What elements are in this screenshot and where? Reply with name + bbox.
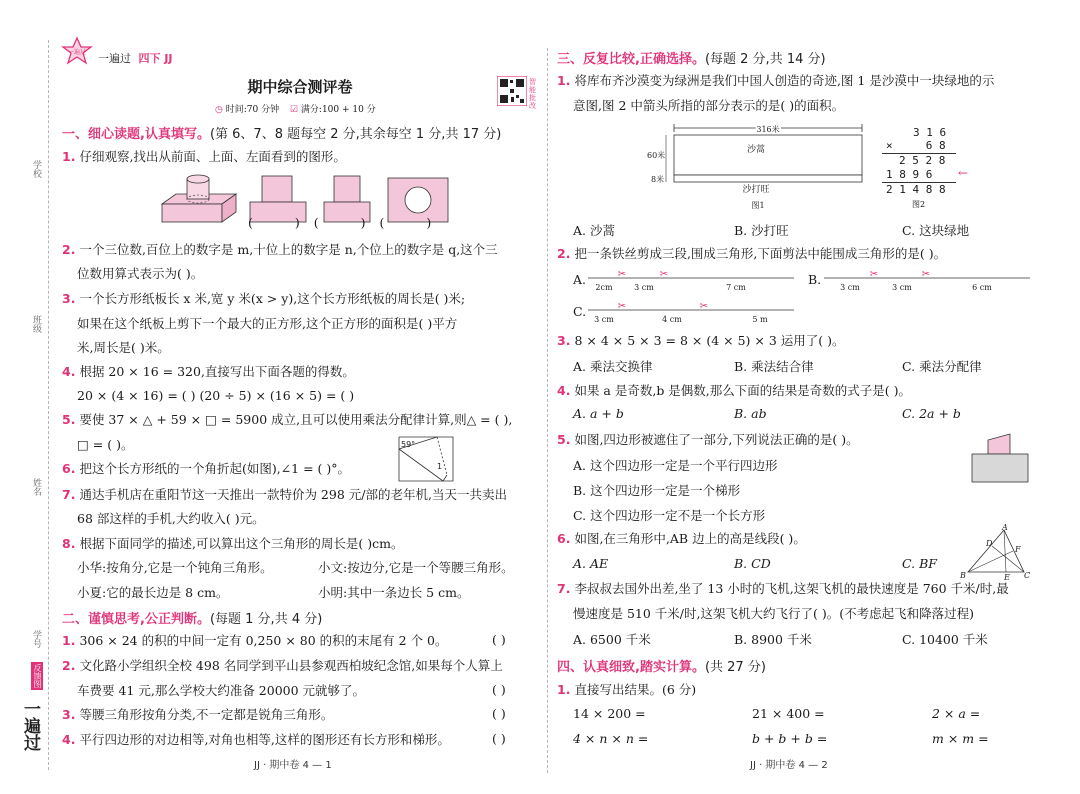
judge-2	[62, 657, 503, 675]
footer-left: JJ · 期中卷 4 — 1	[254, 760, 332, 771]
question-6	[62, 460, 350, 478]
question-text: 一个长方形纸板长 x 米,宽 y 米(x > y),这个长方形纸板的周长是( )米;	[79, 291, 466, 306]
blank-close: )	[294, 215, 300, 230]
segment-label: 7 cm	[726, 283, 746, 292]
segment-label: 5 m	[752, 315, 768, 324]
brand-text: 一遍过	[98, 52, 131, 65]
question-text: 李叔叔去国外出差,坐了 13 小时的飞机,这架飞机的最快速度是 760 千米/时,最	[574, 581, 1009, 596]
binding-dashed-line	[48, 40, 49, 770]
question-number: 1.	[62, 633, 76, 648]
question-number: 2.	[62, 242, 76, 257]
question-number: 1.	[62, 149, 76, 164]
wire-option-a[interactable]	[586, 270, 796, 294]
mult-row-2: × 6 8	[886, 139, 946, 152]
shadawang-label: 沙打旺	[742, 185, 770, 195]
question-number: 3.	[62, 291, 76, 306]
blank-open: (	[248, 215, 253, 230]
question-2	[62, 241, 498, 259]
question-number: 1.	[557, 682, 571, 697]
length-label: 316米	[756, 125, 780, 134]
judge-1	[62, 632, 448, 650]
question-3-line2: 如果在这个纸板上剪下一个最大的正方形,这个正方形的面积是( )平方	[77, 316, 458, 331]
figure-1-green-land	[644, 120, 874, 212]
choice-4-option-b[interactable]: B. ab	[734, 406, 767, 421]
statement-xiaoming: 小明:其中一条边长 5 cm。	[318, 585, 470, 600]
mult-row-5: 2 1 4 8 8	[886, 183, 946, 196]
question-number: 5.	[557, 432, 571, 447]
section-3-heading: 三、反复比较,正确选择。	[557, 52, 705, 67]
question-text: 直接写出结果。(6 分)	[574, 682, 697, 697]
question-text: 平行四边形的对边相等,对角也相等,这样的图形还有长方形和梯形。	[79, 732, 450, 747]
scissors-icon: ✂	[659, 270, 669, 280]
choice-5	[557, 431, 859, 449]
vertex-c: C	[1024, 571, 1030, 580]
arrow-left-icon: ←	[958, 166, 969, 180]
choice-4-option-c[interactable]: C. 2a + b	[902, 406, 961, 421]
section-3-title	[557, 48, 826, 67]
judge-2-answer[interactable]: ( )	[492, 682, 506, 697]
strip-width-label: 8米	[651, 175, 665, 184]
question-text: 要使 37 × △ + 59 × □ = 5900 成立,且可以使用乘法分配律计算,则△ = ( ),	[79, 412, 513, 427]
check-icon: ☑	[289, 105, 299, 115]
question-5-line2: □ = ( )。	[77, 437, 134, 452]
choice-5-option-a[interactable]: A. 这个四边形一定是一个平行四边形	[573, 458, 778, 473]
rail-school: 学校	[31, 160, 41, 178]
judge-3-answer[interactable]: ( )	[492, 706, 506, 721]
choice-4	[557, 382, 911, 400]
calc-item[interactable]: 2 × a =	[932, 706, 981, 721]
question-4	[62, 363, 355, 381]
question-2-line2: 位数用算式表示为( )。	[77, 266, 204, 281]
footer-right: JJ · 期中卷 4 — 2	[750, 760, 828, 771]
question-text: 如图,在三角形中,AB 边上的高是线段( )。	[574, 531, 806, 546]
choice-1-option-c[interactable]: C. 这块绿地	[902, 223, 970, 238]
question-7	[62, 486, 507, 504]
section-2-note: (每题 1 分,共 4 分)	[209, 612, 323, 627]
choice-7	[557, 580, 1009, 598]
question-1	[62, 148, 346, 166]
statement-xiaowen: 小文:按边分,它是一个等腰三角形。	[318, 560, 514, 575]
vertex-b: B	[960, 571, 966, 580]
blank-open: (	[313, 215, 319, 230]
question-text: 通达手机店在重阳节这一天推出一款特价为 298 元/部的老年机,当天一共卖出	[79, 487, 507, 502]
segment-label: 3 cm	[892, 283, 912, 292]
choice-1-option-b[interactable]: B. 沙打旺	[734, 223, 789, 238]
question-1-blanks	[248, 214, 431, 232]
question-5	[62, 411, 512, 429]
segment-label: 3 cm	[840, 283, 860, 292]
grade-text: 四下 JJ	[138, 52, 173, 65]
question-number: 3.	[62, 707, 76, 722]
choice-3-option-b[interactable]: B. 乘法结合律	[734, 359, 814, 374]
question-number: 4.	[62, 364, 76, 379]
choice-5-option-b[interactable]: B. 这个四边形一定是一个梯形	[573, 483, 741, 498]
choice-3	[557, 332, 844, 350]
clock-icon: ◷	[215, 105, 223, 115]
choice-2	[557, 245, 946, 263]
calc-item[interactable]: 21 × 400 =	[752, 706, 825, 721]
mult-row-1: 3 1 6	[913, 126, 947, 139]
question-text: 将库布齐沙漠变为绿洲是我们中国人创造的奇迹,图 1 是沙漠中一块绿地的示	[574, 73, 995, 88]
question-number: 6.	[557, 531, 571, 546]
question-text: 把这个长方形纸的一个角折起(如图),∠1 = ( )°。	[79, 461, 351, 476]
question-number: 5.	[62, 412, 76, 427]
section-2-heading: 二、谨慎思考,公正判断。	[62, 612, 210, 627]
question-text: 306 × 24 的积的中间一定有 0,250 × 80 的积的末尾有 2 个 0。	[79, 633, 448, 648]
question-number: 7.	[62, 487, 76, 502]
question-7-line2: 68 部这样的手机,大约收入( )元。	[77, 511, 265, 526]
question-text: 如果 a 是奇数,b 是偶数,那么下面的结果是奇数的式子是( )。	[574, 383, 912, 398]
calc-question-1	[557, 681, 696, 699]
section-2-title	[62, 608, 322, 627]
rail-number: 学号	[31, 630, 41, 648]
point-e: E	[1004, 573, 1010, 580]
choice-1	[557, 72, 994, 90]
rail-name: 姓名	[31, 478, 41, 496]
judge-4-answer[interactable]: ( )	[492, 731, 506, 746]
logo-text: 一遍过	[67, 49, 87, 56]
question-number: 6.	[62, 461, 76, 476]
segment-label: 6 cm	[972, 283, 992, 292]
question-text: 如图,四边形被遮住了一部分,下列说法正确的是( )。	[574, 432, 859, 447]
section-4-title	[557, 656, 766, 675]
segment-label: 4 cm	[662, 315, 682, 324]
choice-4-option-a[interactable]: A. a + b	[573, 406, 624, 421]
header-brand	[98, 50, 173, 66]
page-title: 期中综合测评卷	[247, 78, 353, 96]
choice-6-option-b[interactable]: B. CD	[734, 556, 771, 571]
blank-close: )	[360, 215, 366, 230]
choice-1-option-a[interactable]: A. 沙蒿	[573, 223, 615, 238]
figure-2-caption: 图2	[912, 200, 926, 209]
section-1-heading: 一、细心读题,认真填写。	[62, 127, 210, 142]
column-divider	[547, 48, 548, 773]
calc-item[interactable]: 14 × 200 =	[573, 706, 646, 721]
rail-brand: 一遍过	[20, 700, 40, 751]
scissors-icon: ✂	[617, 301, 627, 312]
mult-row-4: 1 8 9 6	[886, 168, 933, 181]
point-f: F	[1015, 545, 1021, 554]
mult-row-3: 2 5 2 8	[899, 154, 946, 167]
scissors-icon: ✂	[617, 270, 627, 280]
question-number: 1.	[557, 73, 571, 88]
choice-1-line2: 意图,图 2 中箭头所指的部分表示的是( )的面积。	[573, 98, 845, 113]
angle-1-label: 1	[437, 462, 443, 471]
hidden-quadrilateral-figure	[968, 432, 1032, 484]
qr-label: 智能批改	[529, 78, 536, 110]
judge-2-line2: 车费要 41 元,那么学校大约准备 20000 元就够了。	[77, 683, 366, 698]
question-text: 把一条铁丝剪成三段,围成三角形,下面剪法中能围成三角形的是( )。	[574, 246, 947, 261]
section-4-heading: 四、认真细致,踏实计算。	[557, 660, 705, 675]
question-3-line3: 米,周长是( )米。	[77, 340, 170, 355]
judge-4	[62, 731, 450, 749]
segment-label: 3 cm	[594, 315, 614, 324]
calc-item[interactable]: b + b + b =	[752, 731, 828, 746]
rail-class: 班级	[31, 315, 41, 333]
judge-3	[62, 706, 333, 724]
wire-option-c-label[interactable]: C.	[573, 304, 587, 319]
vertex-a: A	[1002, 524, 1008, 532]
question-text: 根据下面同学的描述,可以算出这个三角形的周长是( )cm。	[79, 536, 404, 551]
folded-paper-figure	[397, 435, 455, 483]
statement-xiaohua: 小华:按角分,它是一个钝角三角形。	[77, 560, 273, 575]
blank-open: (	[379, 215, 385, 230]
scissors-icon: ✂	[921, 270, 931, 280]
choice-3-option-a[interactable]: A. 乘法交换律	[573, 359, 653, 374]
shahao-label: 沙蒿	[746, 145, 766, 155]
question-8	[62, 535, 404, 553]
wire-option-c[interactable]	[586, 301, 796, 325]
question-number: 4.	[557, 383, 571, 398]
statement-xiaoxia: 小夏:它的最长边是 8 cm。	[77, 585, 229, 600]
angle-59-label: 59°	[401, 440, 416, 449]
section-1-note: (第 6、7、8 题每空 2 分,其余每空 1 分,共 17 分)	[209, 127, 502, 142]
question-text: 文化路小学组织全校 498 名同学到平山县参观西柏坡纪念馆,如果每个人算上	[79, 658, 503, 673]
section-3-note: (每题 2 分,共 14 分)	[704, 52, 826, 67]
blank-close: )	[426, 215, 432, 230]
question-text: 根据 20 × 16 = 320,直接写出下面各题的得数。	[79, 364, 355, 379]
wire-option-b[interactable]	[822, 270, 1032, 294]
choice-3-option-c[interactable]: C. 乘法分配律	[902, 359, 982, 374]
star-logo-icon	[60, 36, 94, 66]
choice-6-option-c[interactable]: C. BF	[902, 556, 937, 571]
time-text: 时间:70 分钟	[225, 105, 280, 115]
wire-option-a-label[interactable]: A.	[573, 272, 587, 287]
question-3	[62, 290, 465, 308]
question-number: 4.	[62, 732, 76, 747]
question-4-line2: 20 × (4 × 16) = ( ) (20 ÷ 5) × (16 × 5) = ( )	[77, 388, 355, 403]
question-text: 8 × 4 × 5 × 3 = 8 × (4 × 5) × 3 运用了( )。	[574, 333, 845, 348]
question-text: 等腰三角形按角分类,不一定都是锐角三角形。	[79, 707, 334, 722]
wire-option-b-label[interactable]: B.	[808, 272, 822, 287]
point-d: D	[986, 539, 993, 548]
calc-item[interactable]: 4 × n × n =	[573, 731, 649, 746]
segment-label: 3 cm	[634, 283, 654, 292]
section-1-title	[62, 123, 501, 142]
question-number: 2.	[62, 658, 76, 673]
width-label: 60米	[647, 151, 666, 160]
exam-meta	[215, 102, 376, 115]
question-text: 一个三位数,百位上的数字是 m,十位上的数字是 n,个位上的数字是 q,这个三	[79, 242, 498, 257]
choice-7-option-a[interactable]: A. 6500 千米	[573, 632, 651, 647]
choice-7-line2: 慢速度是 510 千米/时,这架飞机大约飞行了( )。(不考虑起飞和降落过程)	[573, 606, 974, 621]
solid-figure	[160, 172, 238, 224]
question-number: 3.	[557, 333, 571, 348]
score-text: 满分:100 + 10 分	[300, 105, 376, 115]
section-4-note: (共 27 分)	[704, 660, 766, 675]
figure-1-caption: 图1	[751, 201, 765, 210]
question-text: 仔细观察,找出从前面、上面、左面看到的图形。	[79, 149, 346, 164]
judge-1-answer[interactable]: ( )	[492, 632, 506, 647]
rail-badge: 反馈图	[33, 664, 42, 688]
scissors-icon: ✂	[699, 301, 709, 312]
qr-code-icon[interactable]	[497, 76, 527, 106]
choice-7-option-b[interactable]: B. 8900 千米	[734, 632, 812, 647]
choice-6	[557, 530, 806, 548]
question-number: 2.	[557, 246, 571, 261]
segment-label: 2cm	[595, 283, 613, 292]
choice-7-option-c[interactable]: C. 10400 千米	[902, 632, 988, 647]
choice-5-option-c[interactable]: C. 这个四边形一定不是一个长方形	[573, 508, 766, 523]
scissors-icon: ✂	[869, 270, 879, 280]
triangle-altitudes-figure	[958, 524, 1030, 580]
calc-item[interactable]: m × m =	[932, 731, 989, 746]
choice-6-option-a[interactable]: A. AE	[573, 556, 609, 571]
question-number: 7.	[557, 581, 571, 596]
question-number: 8.	[62, 536, 76, 551]
